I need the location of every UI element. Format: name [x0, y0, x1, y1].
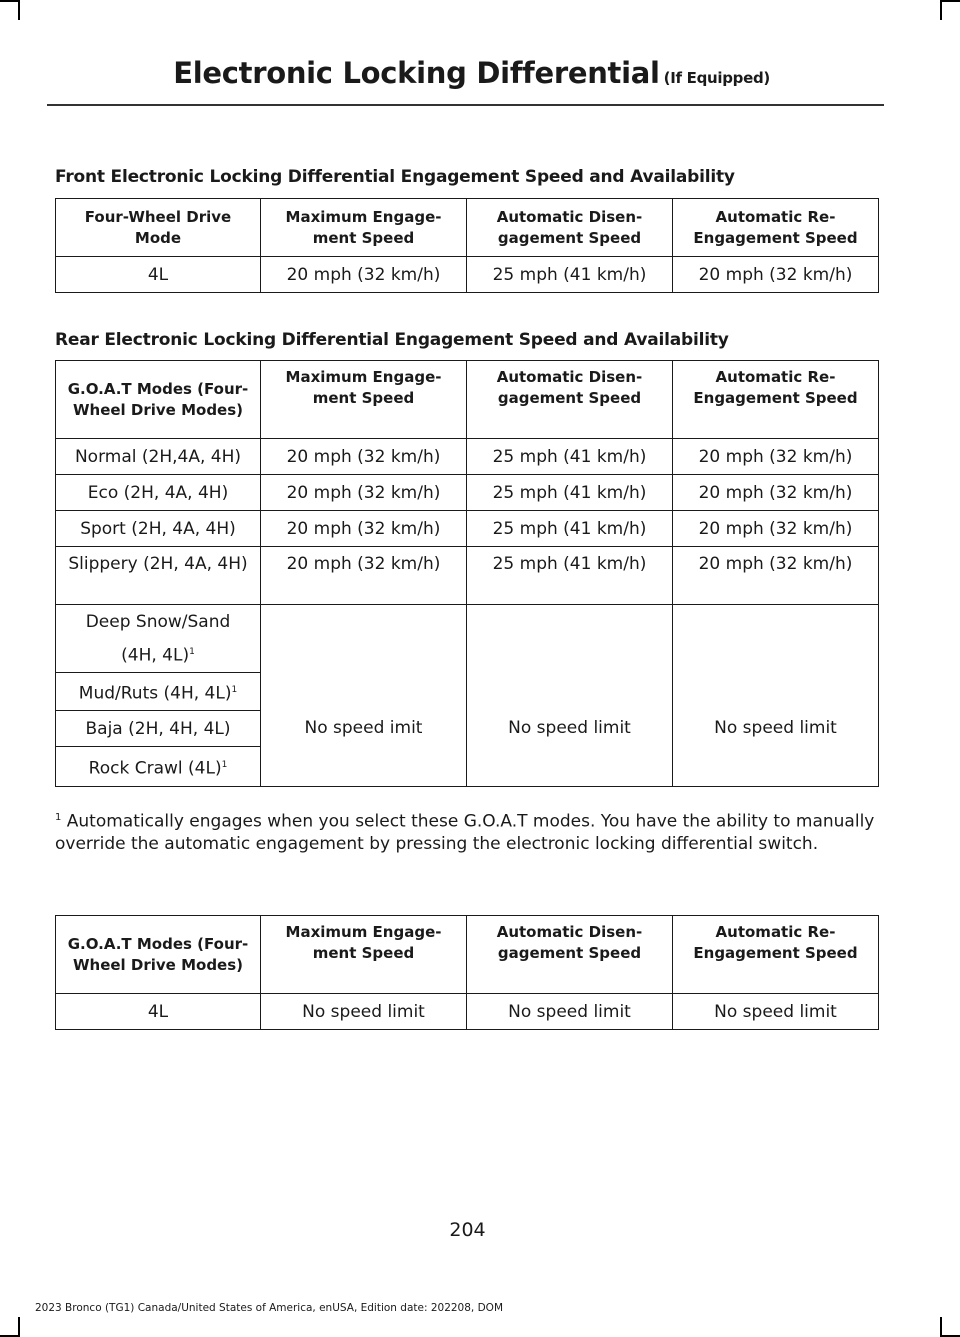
table-row — [56, 475, 879, 511]
table-cell: Sport (2H, 4A, 4H) — [56, 511, 261, 547]
table-cell: No speed limit — [467, 605, 673, 787]
front-differential-table — [55, 198, 879, 293]
crop-mark — [18, 0, 20, 20]
table-row — [56, 547, 879, 605]
column-header: G.O.A.T Modes (Four-Wheel Drive Modes) — [56, 916, 261, 994]
column-header: Automatic Re-Engagement Speed — [673, 199, 879, 257]
table-cell: Eco (2H, 4A, 4H) — [56, 475, 261, 511]
footnote-text: Automatically engages when you select these G.O.A.T modes. You have the ability to manually override the automatic engagement by pressing the electronic locking differential switch. — [55, 811, 875, 854]
page-title — [173, 56, 770, 90]
page-title-text: Electronic Locking Differential — [173, 56, 660, 90]
column-header: Maximum Engage-ment Speed — [261, 361, 467, 439]
table-cell: No speed limit — [467, 994, 673, 1030]
crop-mark — [940, 0, 942, 20]
table-row — [56, 257, 879, 293]
table-footnote — [55, 807, 885, 855]
table-header-row — [56, 361, 879, 439]
crop-mark — [0, 0, 20, 2]
table-cell: No speed limit — [673, 994, 879, 1030]
column-header: Maximum Engage-ment Speed — [261, 199, 467, 257]
table-cell: Mud/Ruts (4H, 4L)$^1$ — [56, 673, 261, 711]
footnote-mark: 1 — [189, 647, 195, 657]
column-header: Automatic Disen-gagement Speed — [467, 199, 673, 257]
table-cell: 20 mph (32 km/h) — [261, 257, 467, 293]
footnote-mark: 1 — [231, 684, 238, 695]
table-cell: 20 mph (32 km/h) — [261, 475, 467, 511]
table-row — [56, 511, 879, 547]
page-title-qualifier: (If Equipped) — [663, 69, 770, 87]
table-header-row — [56, 199, 879, 257]
front-table-heading: Front Electronic Locking Differential Engagement Speed and Availability — [55, 167, 735, 187]
table-cell: 20 mph (32 km/h) — [673, 257, 879, 293]
table-row — [56, 439, 879, 475]
table-cell: Baja (2H, 4H, 4L) — [56, 711, 261, 747]
table-cell: Slippery (2H, 4A, 4H) — [56, 547, 261, 605]
table-header-row — [56, 916, 879, 994]
table-cell: 25 mph (41 km/h) — [467, 547, 673, 605]
table-cell: 25 mph (41 km/h) — [467, 475, 673, 511]
column-header: G.O.A.T Modes (Four-Wheel Drive Modes) — [56, 361, 261, 439]
crop-mark — [940, 1317, 942, 1337]
column-header: Automatic Re-Engagement Speed — [673, 361, 879, 439]
footnote-mark: 1 — [221, 759, 228, 770]
table-cell: 20 mph (32 km/h) — [261, 439, 467, 475]
mode-label: (4H, 4L)$^1$ — [121, 645, 195, 666]
column-header: Automatic Disen-gagement Speed — [467, 916, 673, 994]
table-cell: 25 mph (41 km/h) — [467, 511, 673, 547]
table-cell: 20 mph (32 km/h) — [261, 511, 467, 547]
mode-label: Deep Snow/Sand — [85, 612, 231, 632]
rear-table-heading: Rear Electronic Locking Differential Engagement Speed and Availability — [55, 330, 729, 350]
column-header: Four-Wheel Drive Mode — [56, 199, 261, 257]
crop-mark — [940, 0, 960, 2]
table-cell: 20 mph (32 km/h) — [261, 547, 467, 605]
table-cell: No speed limit — [673, 605, 879, 787]
goat-4l-table — [55, 915, 879, 1030]
table-cell: No speed imit — [261, 605, 467, 787]
column-header: Maximum Engage-ment Speed — [261, 916, 467, 994]
table-cell: 20 mph (32 km/h) — [673, 511, 879, 547]
table-cell: Rock Crawl $(4L)^1$ — [56, 747, 261, 787]
table-cell: No speed limit — [261, 994, 467, 1030]
table-cell: 25 mph (41 km/h) — [467, 439, 673, 475]
table-cell: 20 mph (32 km/h) — [673, 547, 879, 605]
page-number: 204 — [449, 1219, 486, 1241]
table-cell: 20 mph (32 km/h) — [673, 439, 879, 475]
footnote-mark: 1 — [55, 812, 62, 823]
column-header: Automatic Re-Engagement Speed — [673, 916, 879, 994]
table-cell: 20 mph (32 km/h) — [673, 475, 879, 511]
table-cell: 4L — [56, 994, 261, 1030]
crop-mark — [18, 1317, 20, 1337]
table-row — [56, 605, 879, 673]
table-cell: 4L — [56, 257, 261, 293]
table-cell: Normal (2H,4A, 4H) — [56, 439, 261, 475]
column-header: Automatic Disen-gagement Speed — [467, 361, 673, 439]
rear-differential-table — [55, 360, 879, 787]
table-row — [56, 994, 879, 1030]
table-cell — [56, 605, 261, 673]
edition-footer: 2023 Bronco (TG1) Canada/United States of America, enUSA, Edition date: 202208, DOM — [35, 1302, 504, 1314]
table-cell: 25 mph (41 km/h) — [467, 257, 673, 293]
header-rule — [47, 104, 884, 106]
